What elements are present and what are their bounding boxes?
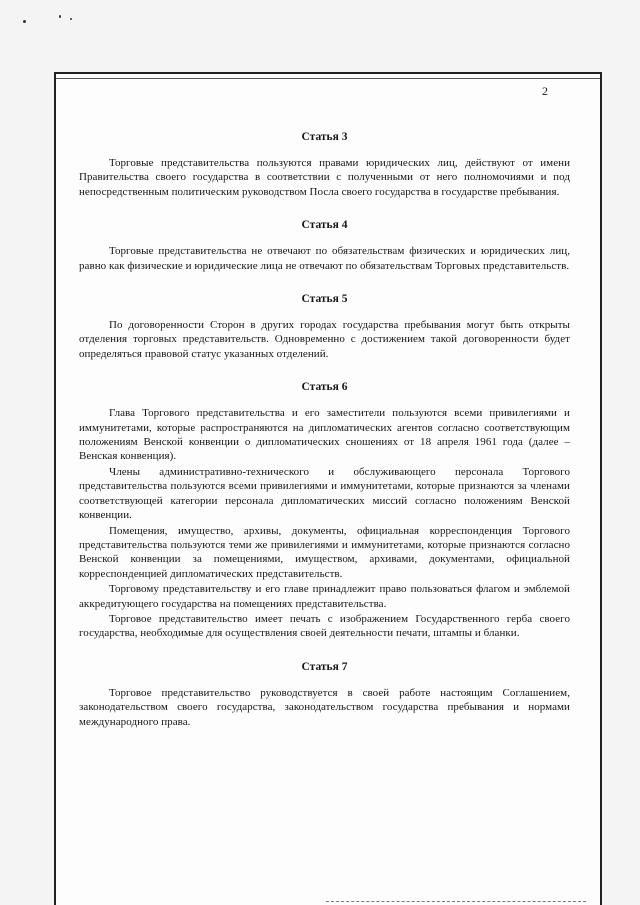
scan-speck (70, 18, 72, 20)
article-paragraph: По договоренности Сторон в других городах государства пребывания могут быть открыты отделения торговых представительств. Одновременно с достижением такой договоренности будет определяться правовой статус указанных отделений. (79, 319, 570, 360)
document-body (79, 130, 570, 729)
page-number: 2 (542, 84, 548, 98)
article-title: Статья 6 (301, 381, 348, 394)
scan-speck (23, 20, 26, 23)
article-paragraph: Члены административно-технического и обслуживающего персонала Торгового представительства пользуются всеми привилегиями и иммунитетами, которые признаются за членами соответствующей категории персонала дипломатических миссий согласно положениям Венской конвенции. (79, 465, 570, 522)
scan-edge-marks (326, 899, 586, 902)
document-page (54, 72, 602, 905)
article-title: Статья 5 (301, 293, 348, 306)
article-7 (79, 660, 570, 729)
article-title: Статья 3 (301, 131, 348, 143)
article-title: Статья 4 (301, 219, 348, 232)
article-paragraph: Глава Торгового представительства и его заместители пользуются всеми привилегиями и иммунитетами, которые распространяются на дипломатических агентов согласно соответствующим положениям Венской конвенции о дипломатических сношениях от 18 апреля 1961 года (далее – Венская конвенция). (79, 407, 570, 463)
article-4 (79, 218, 570, 273)
article-5 (79, 292, 570, 361)
article-paragraph: Торговые представительства пользуются правами юридических лиц, действуют от имени Правительства своего государства в соответствии с полученными от него полномочиями и под непосредственным политическим руководством Посла своего государства в государстве пребывания. (79, 157, 570, 198)
article-paragraph: Торговое представительство руководствуется в своей работе настоящим Соглашением, законодательством своего государства, законодательством государства пребывания и нормами международного права. (79, 686, 570, 728)
article-paragraph: Помещения, имущество, архивы, документы, официальная корреспонденция Торгового представительства пользуются теми же привилегиями и иммунитетами, которые признаются согласно Венской конвенции за помещениями, имуществом, архивами, документами, официальной корреспонденцией дипломатических представительств. (79, 524, 570, 580)
article-paragraph: Торговому представительству и его главе принадлежит право пользоваться флагом и эмблемой аккредитующего государства на помещениях представительства. (79, 583, 570, 610)
article-3 (79, 130, 570, 199)
article-paragraph: Торговые представительства не отвечают по обязательствам физических и юридических лиц, равно как физические и юридические лица не отвечают по обязательствам Торговых представительств. (79, 245, 570, 272)
article-title: Статья 7 (301, 660, 348, 673)
scan-speck (59, 15, 61, 18)
article-paragraph: Торговое представительство имеет печать с изображением Государственного герба своего государства, необходимые для осуществления своей деятельности печати, штампы и бланки. (79, 612, 570, 640)
article-6 (79, 380, 570, 641)
